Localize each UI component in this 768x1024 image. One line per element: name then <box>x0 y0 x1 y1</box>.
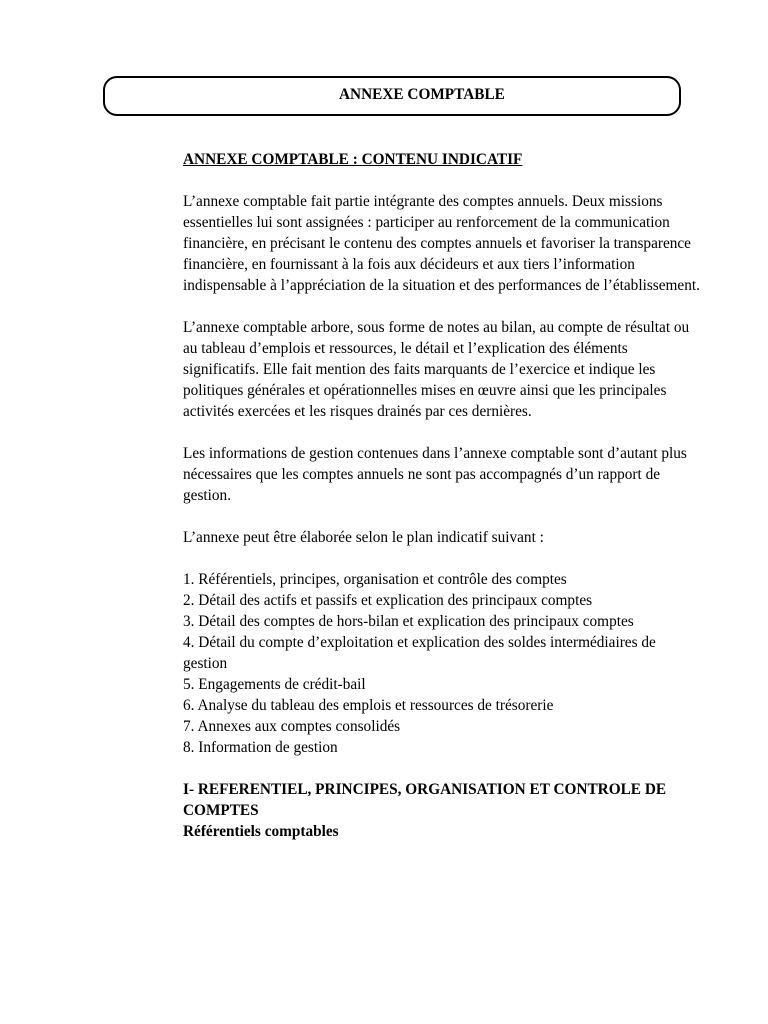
list-item: 1. Référentiels, principes, organisation et contrôle des comptes <box>183 571 567 588</box>
list-item: 7. Annexes aux comptes consolidés <box>183 718 401 735</box>
list-item: 3. Détail des comptes de hors-bilan et explication des principaux comptes <box>183 613 634 630</box>
subsection-title: Référentiels comptables <box>183 823 339 840</box>
section-title: I- REFERENTIEL, PRINCIPES, ORGANISATION ET CONTROLE DE COMPTES <box>183 781 667 819</box>
document-title: ANNEXE COMPTABLE <box>339 86 505 103</box>
paragraph-intro: L’annexe comptable fait partie intégrante des comptes annuels. Deux missions essentielles lui sont assignées : participer au renforcement de la communication financière, en précisant le contenu des comptes annuels et favoriser la transparence financière, en fournissant à la fois aux décideurs et aux tiers l’information indispensable à l’appréciation de la situation et des performances de l’établissement. <box>183 193 700 294</box>
list-item: 4. Détail du compte d’exploitation et explication des soldes intermédiaires de gestion <box>183 634 656 672</box>
spacer <box>183 170 703 191</box>
spacer <box>183 506 703 527</box>
spacer <box>183 422 703 443</box>
list-item: 2. Détail des actifs et passifs et explication des principaux comptes <box>183 592 593 609</box>
paragraph-plan-intro: L’annexe peut être élaborée selon le plan indicatif suivant : <box>183 529 544 546</box>
plan-list <box>183 569 703 758</box>
spacer <box>183 548 703 569</box>
paragraph-notes: L’annexe comptable arbore, sous forme de notes au bilan, au compte de résultat ou au tableau d’emplois et ressources, le détail et l’explication des éléments significatifs. Elle fait mention des faits marquants de l’exercice et indique les politiques générales et opérationnelles mises en œuvre ainsi que les principales activités exercées et les risques drainés par ces dernières. <box>183 319 690 420</box>
list-item: 6. Analyse du tableau des emplois et ressources de trésorerie <box>183 697 554 714</box>
list-item: 5. Engagements de crédit-bail <box>183 676 366 693</box>
spacer <box>183 758 703 779</box>
section-heading: ANNEXE COMPTABLE : CONTENU INDICATIF <box>183 151 523 168</box>
paragraph-management-info: Les informations de gestion contenues dans l’annexe comptable sont d’autant plus nécessaires que les comptes annuels ne sont pas accompagnés d’un rapport de gestion. <box>183 445 687 504</box>
spacer <box>183 296 703 317</box>
document-body <box>183 149 703 842</box>
list-item: 8. Information de gestion <box>183 739 338 756</box>
